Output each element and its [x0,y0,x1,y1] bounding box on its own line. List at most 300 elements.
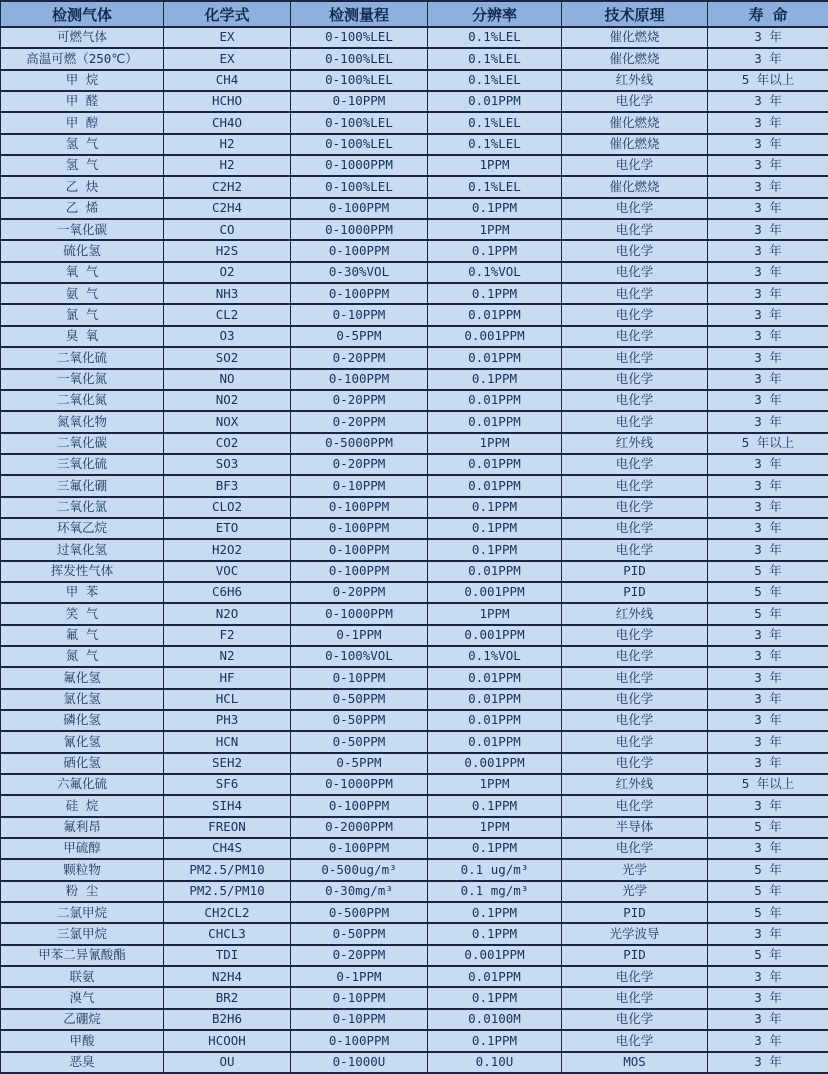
cell-resolution: 0.01PPM [428,731,562,752]
cell-formula: CHCL3 [164,923,291,944]
cell-principle: 光学 [562,881,708,902]
cell-lifespan: 3 年 [708,731,828,752]
cell-range: 0-10PPM [291,667,428,688]
cell-gas: 氯化氢 [1,689,164,710]
cell-formula: N2 [164,646,291,667]
cell-formula: C2H4 [164,198,291,219]
cell-range: 0-50PPM [291,689,428,710]
table-header [1,1,828,27]
cell-range: 0-10PPM [291,91,428,112]
cell-principle: 光学波导 [562,923,708,944]
cell-gas: 氧 气 [1,262,164,283]
cell-formula: F2 [164,625,291,646]
cell-lifespan: 3 年 [708,1052,828,1074]
cell-range: 0-50PPM [291,731,428,752]
table-row [1,219,828,240]
cell-principle: 电化学 [562,219,708,240]
cell-lifespan: 3 年 [708,454,828,475]
cell-gas: 硅 烷 [1,795,164,816]
cell-range: 0-5PPM [291,326,428,347]
cell-gas: 甲酸 [1,1030,164,1051]
table-row [1,902,828,923]
cell-resolution: 0.1PPM [428,369,562,390]
table-row [1,1009,828,1030]
cell-gas: 笑 气 [1,603,164,624]
cell-lifespan: 3 年 [708,27,828,48]
cell-formula: NO2 [164,390,291,411]
table-row [1,625,828,646]
cell-formula: H2O2 [164,539,291,560]
cell-formula: HF [164,667,291,688]
table-row [1,411,828,432]
cell-principle: 电化学 [562,753,708,774]
cell-principle: 电化学 [562,795,708,816]
cell-gas: 六氟化硫 [1,774,164,795]
cell-principle: 催化燃烧 [562,48,708,69]
cell-principle: 电化学 [562,710,708,731]
cell-lifespan: 3 年 [708,176,828,197]
cell-resolution: 0.001PPM [428,326,562,347]
cell-resolution: 0.1PPM [428,1030,562,1051]
table-row [1,91,828,112]
cell-range: 0-100PPM [291,795,428,816]
cell-range: 0-100PPM [291,369,428,390]
cell-lifespan: 3 年 [708,475,828,496]
cell-principle: 光学 [562,859,708,880]
cell-principle: 红外线 [562,603,708,624]
cell-principle: 红外线 [562,433,708,454]
cell-range: 0-100PPM [291,838,428,859]
cell-range: 0-1000PPM [291,603,428,624]
cell-lifespan: 3 年 [708,689,828,710]
table-body [1,27,828,1073]
cell-gas: 三氟化硼 [1,475,164,496]
cell-range: 0-1000PPM [291,219,428,240]
cell-resolution: 1PPM [428,817,562,838]
cell-gas: 氟利昂 [1,817,164,838]
cell-resolution: 1PPM [428,155,562,176]
cell-lifespan: 3 年 [708,625,828,646]
cell-principle: 催化燃烧 [562,176,708,197]
cell-resolution: 0.10U [428,1052,562,1074]
cell-gas: 二氧化氮 [1,390,164,411]
cell-gas: 联氨 [1,966,164,987]
cell-range: 0-1PPM [291,966,428,987]
table-row [1,134,828,155]
cell-lifespan: 5 年 [708,817,828,838]
cell-resolution: 0.01PPM [428,689,562,710]
cell-formula: PM2.5/PM10 [164,881,291,902]
cell-gas: 二氯甲烷 [1,902,164,923]
cell-range: 0-10PPM [291,987,428,1008]
cell-resolution: 0.01PPM [428,561,562,582]
cell-resolution: 0.01PPM [428,454,562,475]
table-row [1,881,828,902]
cell-formula: C2H2 [164,176,291,197]
cell-gas: 甲苯二异氰酸酯 [1,945,164,966]
cell-gas: 甲 醛 [1,91,164,112]
cell-principle: PID [562,945,708,966]
cell-resolution: 0.1PPM [428,923,562,944]
cell-formula: CH4S [164,838,291,859]
cell-gas: 氟 气 [1,625,164,646]
cell-lifespan: 3 年 [708,155,828,176]
cell-gas: 乙硼烷 [1,1009,164,1030]
cell-gas: 二氧化碳 [1,433,164,454]
table-row [1,198,828,219]
cell-formula: ETO [164,518,291,539]
cell-lifespan: 3 年 [708,497,828,518]
cell-formula: SO2 [164,347,291,368]
cell-formula: VOC [164,561,291,582]
cell-range: 0-1000U [291,1052,428,1074]
cell-lifespan: 3 年 [708,48,828,69]
cell-principle: 电化学 [562,966,708,987]
cell-range: 0-1000PPM [291,155,428,176]
cell-lifespan: 3 年 [708,112,828,133]
cell-range: 0-100PPM [291,283,428,304]
cell-resolution: 0.01PPM [428,475,562,496]
cell-resolution: 0.1PPM [428,902,562,923]
cell-formula: H2S [164,240,291,261]
cell-lifespan: 5 年以上 [708,774,828,795]
cell-principle: 电化学 [562,347,708,368]
table-row [1,753,828,774]
cell-gas: 硒化氢 [1,753,164,774]
cell-resolution: 0.1%LEL [428,48,562,69]
cell-resolution: 1PPM [428,433,562,454]
cell-principle: 电化学 [562,454,708,475]
cell-formula: H2 [164,134,291,155]
cell-principle: 催化燃烧 [562,112,708,133]
table-row [1,1052,828,1074]
cell-gas: 氢 气 [1,134,164,155]
cell-range: 0-100%LEL [291,27,428,48]
cell-lifespan: 3 年 [708,795,828,816]
cell-formula: TDI [164,945,291,966]
table-row [1,112,828,133]
cell-lifespan: 5 年 [708,881,828,902]
cell-principle: 电化学 [562,987,708,1008]
cell-lifespan: 3 年 [708,753,828,774]
cell-lifespan: 3 年 [708,198,828,219]
cell-range: 0-30mg/m³ [291,881,428,902]
table-row [1,795,828,816]
cell-formula: N2O [164,603,291,624]
cell-lifespan: 3 年 [708,518,828,539]
cell-gas: 乙 烯 [1,198,164,219]
cell-range: 0-100PPM [291,539,428,560]
cell-resolution: 0.1PPM [428,987,562,1008]
cell-gas: 三氯甲烷 [1,923,164,944]
cell-formula: C6H6 [164,582,291,603]
cell-lifespan: 3 年 [708,710,828,731]
cell-range: 0-20PPM [291,945,428,966]
cell-formula: OU [164,1052,291,1074]
cell-lifespan: 5 年 [708,945,828,966]
cell-gas: 颗粒物 [1,859,164,880]
cell-gas: 挥发性气体 [1,561,164,582]
cell-range: 0-10PPM [291,1009,428,1030]
cell-formula: SEH2 [164,753,291,774]
cell-range: 0-100%VOL [291,646,428,667]
cell-range: 0-5000PPM [291,433,428,454]
cell-resolution: 0.1PPM [428,198,562,219]
cell-gas: 一氧化氮 [1,369,164,390]
cell-principle: 电化学 [562,731,708,752]
cell-resolution: 0.01PPM [428,304,562,325]
cell-range: 0-1PPM [291,625,428,646]
cell-range: 0-20PPM [291,347,428,368]
table-row [1,326,828,347]
cell-resolution: 0.1%LEL [428,176,562,197]
table-row [1,70,828,91]
cell-gas: 粉 尘 [1,881,164,902]
cell-gas: 甲硫醇 [1,838,164,859]
cell-lifespan: 5 年 [708,582,828,603]
cell-resolution: 0.001PPM [428,945,562,966]
cell-principle: 电化学 [562,475,708,496]
cell-principle: 电化学 [562,667,708,688]
cell-lifespan: 5 年 [708,859,828,880]
cell-range: 0-100PPM [291,518,428,539]
cell-gas: 一氧化碳 [1,219,164,240]
cell-lifespan: 5 年 [708,561,828,582]
cell-resolution: 1PPM [428,603,562,624]
cell-resolution: 1PPM [428,774,562,795]
cell-formula: NOX [164,411,291,432]
cell-formula: BF3 [164,475,291,496]
column-header-lifespan: 寿 命 [708,1,828,27]
cell-gas: 甲 醇 [1,112,164,133]
cell-formula: EX [164,48,291,69]
cell-principle: 电化学 [562,518,708,539]
cell-lifespan: 3 年 [708,838,828,859]
cell-lifespan: 3 年 [708,966,828,987]
cell-formula: HCL [164,689,291,710]
table-row [1,475,828,496]
table-row [1,987,828,1008]
cell-gas: 过氧化氢 [1,539,164,560]
cell-principle: 电化学 [562,1009,708,1030]
cell-resolution: 0.01PPM [428,667,562,688]
cell-principle: 电化学 [562,625,708,646]
table-row [1,603,828,624]
table-row [1,454,828,475]
cell-formula: N2H4 [164,966,291,987]
cell-principle: PID [562,902,708,923]
cell-range: 0-500PPM [291,902,428,923]
cell-principle: 半导体 [562,817,708,838]
cell-principle: 电化学 [562,240,708,261]
cell-range: 0-100PPM [291,561,428,582]
cell-gas: 二氧化氯 [1,497,164,518]
cell-resolution: 0.1%VOL [428,262,562,283]
cell-range: 0-500ug/m³ [291,859,428,880]
cell-resolution: 0.1PPM [428,518,562,539]
cell-resolution: 0.01PPM [428,710,562,731]
cell-gas: 硫化氢 [1,240,164,261]
cell-range: 0-100PPM [291,497,428,518]
cell-formula: SIH4 [164,795,291,816]
table-row [1,966,828,987]
cell-range: 0-5PPM [291,753,428,774]
cell-lifespan: 3 年 [708,667,828,688]
cell-formula: CH4 [164,70,291,91]
table-row [1,646,828,667]
cell-gas: 氮 气 [1,646,164,667]
cell-range: 0-100PPM [291,1030,428,1051]
cell-formula: CLO2 [164,497,291,518]
cell-lifespan: 3 年 [708,539,828,560]
table-row [1,945,828,966]
cell-resolution: 1PPM [428,219,562,240]
cell-resolution: 0.01PPM [428,347,562,368]
cell-resolution: 0.001PPM [428,582,562,603]
cell-principle: 电化学 [562,283,708,304]
cell-gas: 环氧乙烷 [1,518,164,539]
cell-principle: 电化学 [562,262,708,283]
table-row [1,304,828,325]
cell-gas: 氢 气 [1,155,164,176]
cell-gas: 磷化氢 [1,710,164,731]
cell-range: 0-50PPM [291,923,428,944]
cell-formula: CO [164,219,291,240]
cell-range: 0-100%LEL [291,48,428,69]
table-row [1,923,828,944]
cell-lifespan: 5 年以上 [708,70,828,91]
table-row [1,689,828,710]
column-header-principle: 技术原理 [562,1,708,27]
table-row [1,390,828,411]
cell-resolution: 0.1PPM [428,838,562,859]
cell-resolution: 0.1PPM [428,283,562,304]
cell-resolution: 0.001PPM [428,625,562,646]
cell-resolution: 0.1 mg/m³ [428,881,562,902]
cell-range: 0-100PPM [291,240,428,261]
cell-lifespan: 3 年 [708,923,828,944]
cell-lifespan: 3 年 [708,304,828,325]
cell-principle: 电化学 [562,1030,708,1051]
cell-gas: 氟化氢 [1,667,164,688]
cell-gas: 乙 炔 [1,176,164,197]
cell-gas: 恶臭 [1,1052,164,1074]
cell-principle: 电化学 [562,198,708,219]
cell-gas: 氯 气 [1,304,164,325]
cell-formula: CH4O [164,112,291,133]
table-row [1,838,828,859]
cell-formula: CH2CL2 [164,902,291,923]
cell-formula: NH3 [164,283,291,304]
column-header-range: 检测量程 [291,1,428,27]
cell-resolution: 0.1PPM [428,539,562,560]
cell-range: 0-20PPM [291,411,428,432]
cell-formula: B2H6 [164,1009,291,1030]
cell-principle: 电化学 [562,539,708,560]
cell-range: 0-20PPM [291,582,428,603]
cell-lifespan: 3 年 [708,369,828,390]
cell-gas: 二氧化硫 [1,347,164,368]
cell-resolution: 0.1%LEL [428,27,562,48]
cell-gas: 溴气 [1,987,164,1008]
column-header-gas: 检测气体 [1,1,164,27]
cell-gas: 高温可燃（250℃） [1,48,164,69]
cell-formula: PH3 [164,710,291,731]
cell-formula: SO3 [164,454,291,475]
cell-range: 0-20PPM [291,454,428,475]
cell-gas: 三氧化硫 [1,454,164,475]
cell-formula: NO [164,369,291,390]
table-row [1,859,828,880]
cell-principle: 电化学 [562,411,708,432]
cell-lifespan: 3 年 [708,1030,828,1051]
cell-lifespan: 5 年 [708,603,828,624]
cell-resolution: 0.01PPM [428,390,562,411]
cell-range: 0-10PPM [291,304,428,325]
cell-principle: 催化燃烧 [562,27,708,48]
table-row [1,774,828,795]
cell-formula: H2 [164,155,291,176]
cell-range: 0-100PPM [291,198,428,219]
table-row [1,48,828,69]
table-row [1,518,828,539]
table-row [1,27,828,48]
cell-formula: CL2 [164,304,291,325]
table-row [1,710,828,731]
cell-formula: PM2.5/PM10 [164,859,291,880]
cell-principle: 电化学 [562,689,708,710]
cell-resolution: 0.01PPM [428,411,562,432]
cell-formula: BR2 [164,987,291,1008]
table-row [1,262,828,283]
cell-resolution: 0.1PPM [428,795,562,816]
cell-range: 0-100%LEL [291,112,428,133]
cell-range: 0-2000PPM [291,817,428,838]
cell-principle: 电化学 [562,91,708,112]
table-row [1,731,828,752]
cell-principle: 电化学 [562,646,708,667]
cell-principle: 催化燃烧 [562,134,708,155]
table-row [1,1030,828,1051]
cell-range: 0-100%LEL [291,134,428,155]
cell-principle: PID [562,582,708,603]
column-header-resolution: 分辨率 [428,1,562,27]
cell-lifespan: 3 年 [708,1009,828,1030]
cell-formula: FREON [164,817,291,838]
table-row [1,283,828,304]
table-row [1,433,828,454]
cell-formula: O2 [164,262,291,283]
cell-lifespan: 3 年 [708,646,828,667]
table-row [1,582,828,603]
cell-resolution: 0.01PPM [428,91,562,112]
cell-resolution: 0.1%LEL [428,112,562,133]
table-row [1,176,828,197]
cell-formula: HCOOH [164,1030,291,1051]
cell-formula: EX [164,27,291,48]
cell-gas: 臭 氧 [1,326,164,347]
cell-principle: 电化学 [562,155,708,176]
cell-resolution: 0.001PPM [428,753,562,774]
table-row [1,155,828,176]
cell-gas: 氮氧化物 [1,411,164,432]
cell-lifespan: 5 年以上 [708,433,828,454]
table-row [1,539,828,560]
table-row [1,347,828,368]
cell-range: 0-100%LEL [291,70,428,91]
cell-range: 0-30%VOL [291,262,428,283]
cell-formula: HCHO [164,91,291,112]
